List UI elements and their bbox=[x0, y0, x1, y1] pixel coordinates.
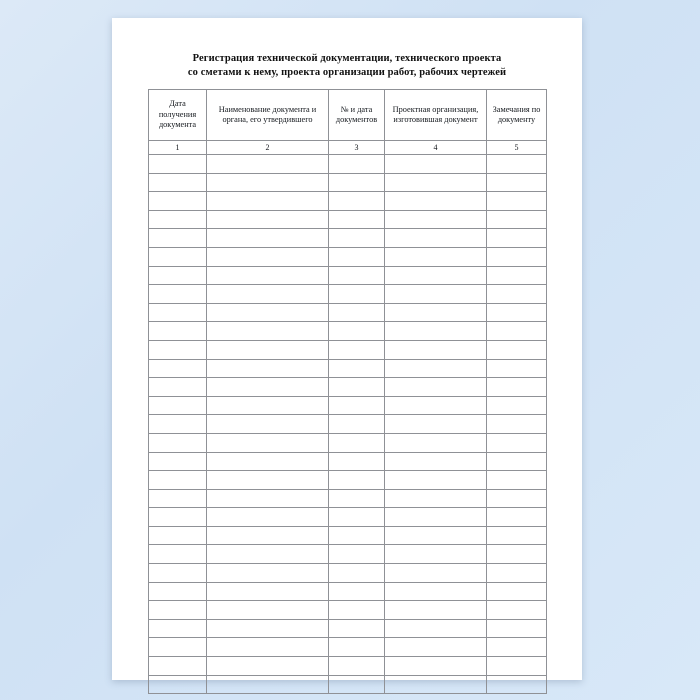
table-cell[interactable] bbox=[329, 601, 385, 620]
table-cell[interactable] bbox=[487, 582, 547, 601]
table-row[interactable] bbox=[149, 210, 547, 229]
table-cell[interactable] bbox=[329, 303, 385, 322]
table-cell[interactable] bbox=[207, 508, 329, 527]
table-cell[interactable] bbox=[487, 489, 547, 508]
table-row[interactable] bbox=[149, 229, 547, 248]
table-cell[interactable] bbox=[385, 582, 487, 601]
table-cell[interactable] bbox=[487, 396, 547, 415]
table-cell[interactable] bbox=[329, 285, 385, 304]
table-cell[interactable] bbox=[487, 452, 547, 471]
table-header-row bbox=[149, 90, 547, 141]
table-cell[interactable] bbox=[207, 638, 329, 657]
table-cell[interactable] bbox=[149, 471, 207, 490]
column-header-remarks: Замечания по документу bbox=[487, 90, 547, 141]
table-number-row bbox=[149, 141, 547, 155]
table-cell[interactable] bbox=[385, 173, 487, 192]
table-cell[interactable] bbox=[385, 340, 487, 359]
table-cell[interactable] bbox=[329, 378, 385, 397]
table-row[interactable] bbox=[149, 638, 547, 657]
table-row[interactable] bbox=[149, 340, 547, 359]
table-cell[interactable] bbox=[385, 266, 487, 285]
table-cell[interactable] bbox=[207, 192, 329, 211]
table-row[interactable] bbox=[149, 322, 547, 341]
table-cell[interactable] bbox=[149, 173, 207, 192]
table-body bbox=[149, 155, 547, 694]
table-cell[interactable] bbox=[207, 619, 329, 638]
table-cell[interactable] bbox=[207, 526, 329, 545]
table-cell[interactable] bbox=[149, 582, 207, 601]
table-cell[interactable] bbox=[149, 303, 207, 322]
table-cell[interactable] bbox=[329, 471, 385, 490]
table-cell[interactable] bbox=[329, 210, 385, 229]
table-cell[interactable] bbox=[207, 489, 329, 508]
table-cell[interactable] bbox=[149, 378, 207, 397]
table-cell[interactable] bbox=[385, 471, 487, 490]
table-cell[interactable] bbox=[207, 303, 329, 322]
table-row[interactable] bbox=[149, 545, 547, 564]
table-cell[interactable] bbox=[329, 545, 385, 564]
column-number-2: 2 bbox=[207, 141, 329, 155]
table-row[interactable] bbox=[149, 619, 547, 638]
table-cell[interactable] bbox=[385, 322, 487, 341]
table-cell[interactable] bbox=[329, 322, 385, 341]
table-cell[interactable] bbox=[385, 489, 487, 508]
table-cell[interactable] bbox=[149, 359, 207, 378]
column-header-number-date: № и дата документов bbox=[329, 90, 385, 141]
table-cell[interactable] bbox=[329, 489, 385, 508]
table-cell[interactable] bbox=[207, 378, 329, 397]
table-cell[interactable] bbox=[149, 433, 207, 452]
column-number-1: 1 bbox=[149, 141, 207, 155]
table-cell[interactable] bbox=[207, 359, 329, 378]
table-cell[interactable] bbox=[207, 155, 329, 174]
table-cell[interactable] bbox=[207, 471, 329, 490]
table-cell[interactable] bbox=[385, 545, 487, 564]
table-cell[interactable] bbox=[149, 564, 207, 583]
table-cell[interactable] bbox=[207, 229, 329, 248]
table-row[interactable] bbox=[149, 452, 547, 471]
table-row[interactable] bbox=[149, 657, 547, 676]
table-row[interactable] bbox=[149, 192, 547, 211]
table-cell[interactable] bbox=[487, 471, 547, 490]
column-number-3: 3 bbox=[329, 141, 385, 155]
table-cell[interactable] bbox=[207, 210, 329, 229]
table-cell[interactable] bbox=[487, 322, 547, 341]
table-cell[interactable] bbox=[487, 210, 547, 229]
table-cell[interactable] bbox=[487, 247, 547, 266]
table-cell[interactable] bbox=[385, 564, 487, 583]
table-cell[interactable] bbox=[329, 396, 385, 415]
table-cell[interactable] bbox=[329, 638, 385, 657]
table-cell[interactable] bbox=[385, 229, 487, 248]
table-cell[interactable] bbox=[329, 564, 385, 583]
table-cell[interactable] bbox=[385, 638, 487, 657]
table-row[interactable] bbox=[149, 601, 547, 620]
table-cell[interactable] bbox=[207, 247, 329, 266]
table-row[interactable] bbox=[149, 266, 547, 285]
table-cell[interactable] bbox=[487, 378, 547, 397]
table-cell[interactable] bbox=[487, 675, 547, 694]
table-cell[interactable] bbox=[487, 303, 547, 322]
table-row[interactable] bbox=[149, 247, 547, 266]
table-cell[interactable] bbox=[487, 619, 547, 638]
table-cell[interactable] bbox=[149, 396, 207, 415]
table-cell[interactable] bbox=[207, 564, 329, 583]
table-cell[interactable] bbox=[487, 266, 547, 285]
table-row[interactable] bbox=[149, 471, 547, 490]
table-cell[interactable] bbox=[487, 526, 547, 545]
table-cell[interactable] bbox=[487, 433, 547, 452]
table-cell[interactable] bbox=[149, 210, 207, 229]
table-cell[interactable] bbox=[329, 192, 385, 211]
table-cell[interactable] bbox=[487, 601, 547, 620]
table-cell[interactable] bbox=[487, 340, 547, 359]
table-cell[interactable] bbox=[385, 415, 487, 434]
table-cell[interactable] bbox=[149, 266, 207, 285]
table-cell[interactable] bbox=[149, 247, 207, 266]
table-cell[interactable] bbox=[329, 582, 385, 601]
table-cell[interactable] bbox=[149, 229, 207, 248]
table-cell[interactable] bbox=[329, 359, 385, 378]
table-cell[interactable] bbox=[385, 396, 487, 415]
table-cell[interactable] bbox=[385, 303, 487, 322]
table-cell[interactable] bbox=[329, 619, 385, 638]
table-cell[interactable] bbox=[207, 173, 329, 192]
table-cell[interactable] bbox=[329, 433, 385, 452]
table-cell[interactable] bbox=[329, 266, 385, 285]
table-cell[interactable] bbox=[207, 601, 329, 620]
table-row[interactable] bbox=[149, 675, 547, 694]
table-cell[interactable] bbox=[207, 396, 329, 415]
table-cell[interactable] bbox=[149, 675, 207, 694]
table-cell[interactable] bbox=[149, 545, 207, 564]
table-cell[interactable] bbox=[207, 266, 329, 285]
table-cell[interactable] bbox=[149, 638, 207, 657]
table-cell[interactable] bbox=[149, 601, 207, 620]
table-cell[interactable] bbox=[149, 192, 207, 211]
table-cell[interactable] bbox=[149, 657, 207, 676]
table-cell[interactable] bbox=[385, 155, 487, 174]
table-cell[interactable] bbox=[385, 619, 487, 638]
table-cell[interactable] bbox=[487, 638, 547, 657]
table-cell[interactable] bbox=[149, 155, 207, 174]
table-cell[interactable] bbox=[149, 322, 207, 341]
table-cell[interactable] bbox=[487, 508, 547, 527]
column-number-5: 5 bbox=[487, 141, 547, 155]
table-cell[interactable] bbox=[487, 173, 547, 192]
table-cell[interactable] bbox=[329, 508, 385, 527]
page-title-line-2: со сметами к нему, проекта организации работ, рабочих чертежей bbox=[187, 67, 507, 78]
table-cell[interactable] bbox=[329, 415, 385, 434]
table-cell[interactable] bbox=[207, 415, 329, 434]
column-header-name: Наименование документа и органа, его утвердившего bbox=[207, 90, 329, 141]
table-cell[interactable] bbox=[207, 285, 329, 304]
table-cell[interactable] bbox=[385, 601, 487, 620]
table-cell[interactable] bbox=[329, 675, 385, 694]
table-cell[interactable] bbox=[385, 657, 487, 676]
table-cell[interactable] bbox=[149, 452, 207, 471]
document-page bbox=[112, 18, 582, 680]
table-row[interactable] bbox=[149, 564, 547, 583]
table-cell[interactable] bbox=[149, 526, 207, 545]
table-cell[interactable] bbox=[207, 675, 329, 694]
table-row[interactable] bbox=[149, 415, 547, 434]
table-cell[interactable] bbox=[207, 452, 329, 471]
table-row[interactable] bbox=[149, 285, 547, 304]
table-cell[interactable] bbox=[487, 545, 547, 564]
table-cell[interactable] bbox=[207, 657, 329, 676]
table-cell[interactable] bbox=[385, 508, 487, 527]
table-cell[interactable] bbox=[487, 155, 547, 174]
table-cell[interactable] bbox=[149, 285, 207, 304]
registration-table bbox=[148, 89, 547, 694]
table-cell[interactable] bbox=[385, 378, 487, 397]
table-cell[interactable] bbox=[487, 359, 547, 378]
column-header-organization: Проектная организация, изготовившая документ bbox=[385, 90, 487, 141]
column-number-4: 4 bbox=[385, 141, 487, 155]
table-cell[interactable] bbox=[487, 415, 547, 434]
table-row[interactable] bbox=[149, 582, 547, 601]
table-row[interactable] bbox=[149, 489, 547, 508]
table-cell[interactable] bbox=[385, 452, 487, 471]
table-row[interactable] bbox=[149, 303, 547, 322]
table-cell[interactable] bbox=[149, 489, 207, 508]
table-row[interactable] bbox=[149, 378, 547, 397]
table-cell[interactable] bbox=[487, 564, 547, 583]
table-cell[interactable] bbox=[329, 340, 385, 359]
table-cell[interactable] bbox=[207, 322, 329, 341]
table-row[interactable] bbox=[149, 155, 547, 174]
table-cell[interactable] bbox=[385, 247, 487, 266]
table-cell[interactable] bbox=[487, 229, 547, 248]
table-cell[interactable] bbox=[329, 247, 385, 266]
table-cell[interactable] bbox=[207, 433, 329, 452]
table-cell[interactable] bbox=[329, 452, 385, 471]
table-cell[interactable] bbox=[385, 433, 487, 452]
table-cell[interactable] bbox=[329, 173, 385, 192]
table-cell[interactable] bbox=[149, 508, 207, 527]
table-row[interactable] bbox=[149, 173, 547, 192]
table-cell[interactable] bbox=[385, 526, 487, 545]
table-row[interactable] bbox=[149, 396, 547, 415]
table-cell[interactable] bbox=[207, 340, 329, 359]
table-cell[interactable] bbox=[487, 285, 547, 304]
table-cell[interactable] bbox=[207, 582, 329, 601]
table-cell[interactable] bbox=[329, 657, 385, 676]
table-row[interactable] bbox=[149, 508, 547, 527]
table-cell[interactable] bbox=[329, 526, 385, 545]
table-cell[interactable] bbox=[385, 359, 487, 378]
table-cell[interactable] bbox=[329, 229, 385, 248]
table-header bbox=[149, 90, 547, 155]
table-cell[interactable] bbox=[487, 192, 547, 211]
table-cell[interactable] bbox=[385, 192, 487, 211]
table-row[interactable] bbox=[149, 433, 547, 452]
table-cell[interactable] bbox=[385, 675, 487, 694]
table-cell[interactable] bbox=[149, 415, 207, 434]
table-cell[interactable] bbox=[149, 619, 207, 638]
column-header-date: Дата получения документа bbox=[149, 90, 207, 141]
table-cell[interactable] bbox=[487, 657, 547, 676]
table-cell[interactable] bbox=[329, 155, 385, 174]
page-title-line-1: Регистрация технической документации, технического проекта bbox=[192, 53, 502, 64]
table-cell[interactable] bbox=[149, 340, 207, 359]
table-row[interactable] bbox=[149, 526, 547, 545]
table-cell[interactable] bbox=[207, 545, 329, 564]
table-row[interactable] bbox=[149, 359, 547, 378]
page-title bbox=[148, 52, 546, 80]
table-cell[interactable] bbox=[385, 285, 487, 304]
page-content bbox=[148, 52, 546, 694]
table-cell[interactable] bbox=[385, 210, 487, 229]
